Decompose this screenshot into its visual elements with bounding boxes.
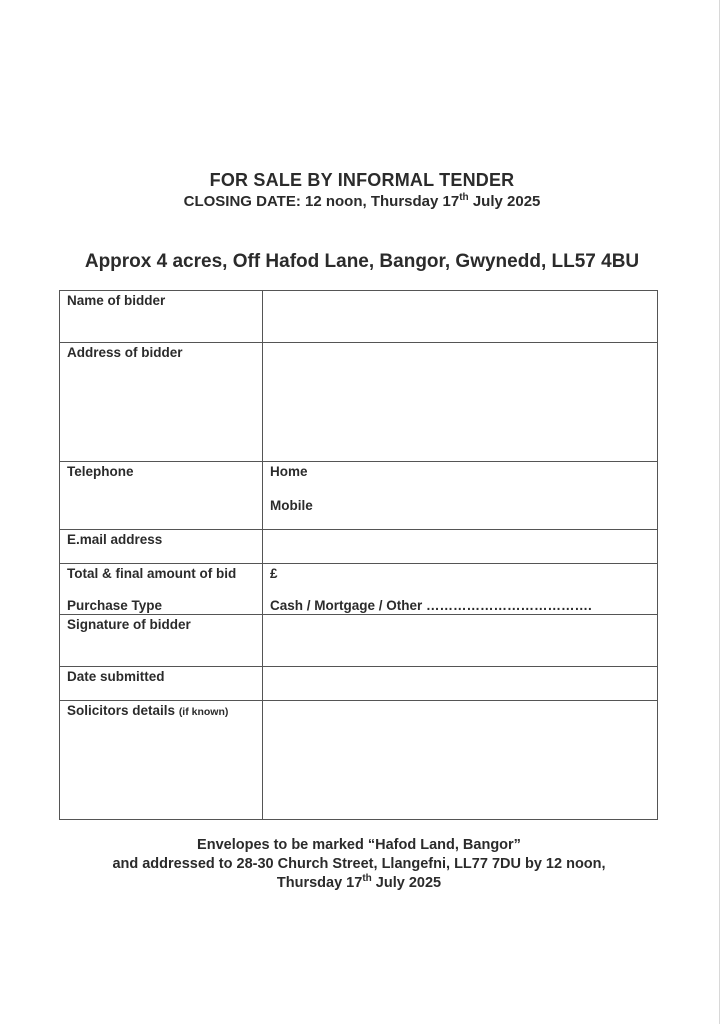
scan-edge-line bbox=[719, 0, 720, 1024]
purchase-type-label: Purchase Type bbox=[67, 598, 163, 613]
date-label: Date submitted bbox=[60, 667, 263, 701]
solicitors-note: (if known) bbox=[178, 706, 229, 718]
footer-line-3 bbox=[0, 874, 718, 893]
row-date bbox=[60, 667, 658, 701]
mobile-phone-label: Mobile bbox=[270, 498, 313, 513]
row-amount bbox=[60, 564, 658, 615]
purchase-type-options: Cash / Mortgage / Other ………………………………. bbox=[270, 598, 592, 613]
telephone-field[interactable] bbox=[263, 462, 658, 530]
document-title: FOR SALE BY INFORMAL TENDER bbox=[209, 170, 515, 190]
property-heading: Approx 4 acres, Off Hafod Lane, Bangor, Gwynedd, LL57 4BU bbox=[84, 251, 640, 272]
row-telephone bbox=[60, 462, 658, 530]
row-name bbox=[60, 291, 658, 343]
footer-line-2: and addressed to 28-30 Church Street, Llangefni, LL77 7DU by 12 noon, bbox=[112, 856, 606, 872]
tender-form-table bbox=[59, 290, 658, 820]
footer-instructions bbox=[0, 836, 718, 893]
signature-field[interactable] bbox=[263, 615, 658, 667]
email-label: E.mail address bbox=[60, 530, 263, 564]
solicitors-field[interactable] bbox=[263, 701, 658, 820]
row-solicitors bbox=[60, 701, 658, 820]
solicitors-cell bbox=[60, 701, 263, 820]
footer-line-3-suffix: July 2025 bbox=[371, 875, 442, 891]
address-field[interactable] bbox=[263, 343, 658, 462]
home-phone-label: Home bbox=[270, 464, 308, 479]
row-signature bbox=[60, 615, 658, 667]
email-field[interactable] bbox=[263, 530, 658, 564]
date-field[interactable] bbox=[263, 667, 658, 701]
address-label: Address of bidder bbox=[60, 343, 263, 462]
amount-cell bbox=[60, 564, 263, 615]
closing-date-prefix: CLOSING DATE: 12 noon, Thursday 17 bbox=[183, 193, 460, 210]
telephone-label: Telephone bbox=[60, 462, 263, 530]
currency-symbol: £ bbox=[270, 566, 278, 581]
closing-date-sup: th bbox=[459, 192, 469, 203]
footer-line-1: Envelopes to be marked “Hafod Land, Bangor” bbox=[197, 837, 521, 853]
amount-field[interactable] bbox=[263, 564, 658, 615]
name-field[interactable] bbox=[263, 291, 658, 343]
signature-label: Signature of bidder bbox=[60, 615, 263, 667]
solicitors-label: Solicitors details bbox=[67, 703, 176, 718]
footer-line-3-prefix: Thursday 17 bbox=[276, 875, 363, 891]
row-address bbox=[60, 343, 658, 462]
closing-date bbox=[0, 193, 724, 210]
closing-date-suffix: July 2025 bbox=[468, 193, 541, 210]
row-email bbox=[60, 530, 658, 564]
footer-line-3-sup: th bbox=[362, 873, 372, 885]
amount-label: Total & final amount of bid bbox=[67, 566, 237, 581]
name-label: Name of bidder bbox=[60, 291, 263, 343]
